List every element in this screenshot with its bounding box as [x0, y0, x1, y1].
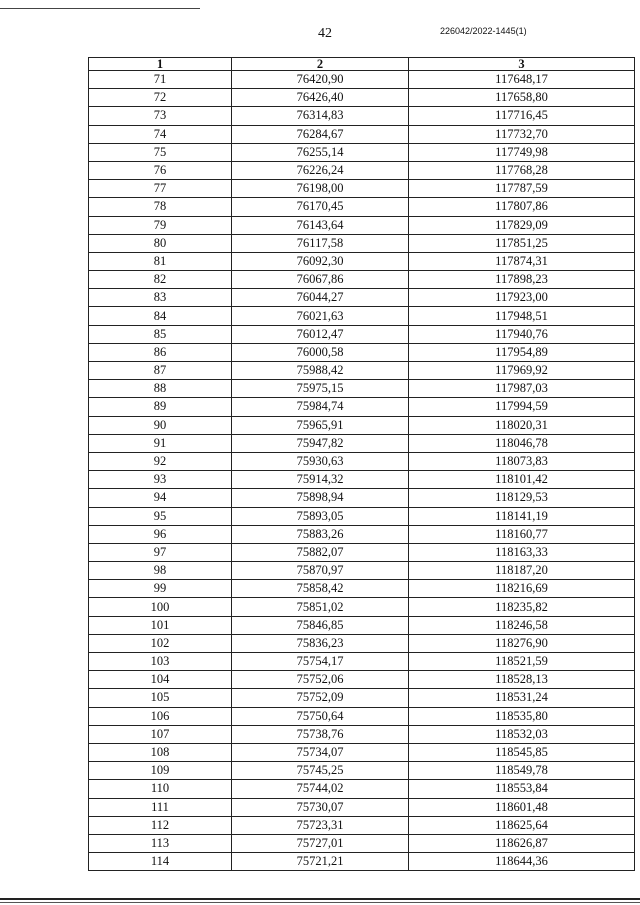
x-coordinate: 75723,31	[232, 816, 409, 834]
coordinates-table	[88, 57, 635, 871]
y-coordinate: 117987,03	[409, 380, 635, 398]
point-number: 82	[89, 271, 232, 289]
point-number: 108	[89, 743, 232, 761]
x-coordinate: 75851,02	[232, 598, 409, 616]
point-number: 95	[89, 507, 232, 525]
x-coordinate: 75988,42	[232, 362, 409, 380]
y-coordinate: 117898,23	[409, 271, 635, 289]
table-row	[89, 307, 635, 325]
table-row	[89, 543, 635, 561]
table-row	[89, 343, 635, 361]
table-row	[89, 725, 635, 743]
y-coordinate: 118235,82	[409, 598, 635, 616]
y-coordinate: 118246,58	[409, 616, 635, 634]
y-coordinate: 117940,76	[409, 325, 635, 343]
top-rule	[0, 8, 200, 9]
table-row	[89, 198, 635, 216]
point-number: 90	[89, 416, 232, 434]
table-row	[89, 853, 635, 871]
x-coordinate: 75721,21	[232, 853, 409, 871]
point-number: 103	[89, 653, 232, 671]
point-number: 73	[89, 107, 232, 125]
y-coordinate: 118532,03	[409, 725, 635, 743]
y-coordinate: 117768,28	[409, 161, 635, 179]
x-coordinate: 76420,90	[232, 71, 409, 89]
x-coordinate: 75752,06	[232, 671, 409, 689]
table-row	[89, 707, 635, 725]
table-row	[89, 616, 635, 634]
bottom-rule	[0, 898, 640, 900]
y-coordinate: 117787,59	[409, 180, 635, 198]
x-coordinate: 76226,24	[232, 161, 409, 179]
y-coordinate: 118528,13	[409, 671, 635, 689]
x-coordinate: 75836,23	[232, 634, 409, 652]
point-number: 75	[89, 143, 232, 161]
x-coordinate: 75754,17	[232, 653, 409, 671]
y-coordinate: 118101,42	[409, 471, 635, 489]
point-number: 85	[89, 325, 232, 343]
x-coordinate: 75893,05	[232, 507, 409, 525]
x-coordinate: 76426,40	[232, 89, 409, 107]
y-coordinate: 118216,69	[409, 580, 635, 598]
table-row	[89, 653, 635, 671]
point-number: 83	[89, 289, 232, 307]
point-number: 86	[89, 343, 232, 361]
table-row	[89, 416, 635, 434]
y-coordinate: 117923,00	[409, 289, 635, 307]
point-number: 91	[89, 434, 232, 452]
x-coordinate: 75965,91	[232, 416, 409, 434]
x-coordinate: 75930,63	[232, 452, 409, 470]
table-row	[89, 252, 635, 270]
table-row	[89, 798, 635, 816]
x-coordinate: 75858,42	[232, 580, 409, 598]
point-number: 79	[89, 216, 232, 234]
point-number: 106	[89, 707, 232, 725]
table-row	[89, 234, 635, 252]
table-row	[89, 634, 635, 652]
point-number: 87	[89, 362, 232, 380]
point-number: 97	[89, 543, 232, 561]
x-coordinate: 76284,67	[232, 125, 409, 143]
x-coordinate: 76092,30	[232, 252, 409, 270]
table-row	[89, 71, 635, 89]
header-row	[89, 58, 635, 71]
table-row	[89, 816, 635, 834]
point-number: 99	[89, 580, 232, 598]
point-number: 110	[89, 780, 232, 798]
y-coordinate: 117851,25	[409, 234, 635, 252]
y-coordinate: 118553,84	[409, 780, 635, 798]
x-coordinate: 75898,94	[232, 489, 409, 507]
table-row	[89, 362, 635, 380]
table-row	[89, 525, 635, 543]
point-number: 89	[89, 398, 232, 416]
table-row	[89, 143, 635, 161]
point-number: 76	[89, 161, 232, 179]
x-coordinate: 75914,32	[232, 471, 409, 489]
x-coordinate: 75870,97	[232, 562, 409, 580]
table-row	[89, 434, 635, 452]
y-coordinate: 118187,20	[409, 562, 635, 580]
x-coordinate: 76012,47	[232, 325, 409, 343]
y-coordinate: 117829,09	[409, 216, 635, 234]
y-coordinate: 117948,51	[409, 307, 635, 325]
point-number: 74	[89, 125, 232, 143]
y-coordinate: 118535,80	[409, 707, 635, 725]
document-reference: 226042/2022-1445(1)	[440, 26, 527, 36]
y-coordinate: 118163,33	[409, 543, 635, 561]
point-number: 112	[89, 816, 232, 834]
table-row	[89, 834, 635, 852]
table-row	[89, 689, 635, 707]
table-row	[89, 180, 635, 198]
x-coordinate: 76314,83	[232, 107, 409, 125]
x-coordinate: 76021,63	[232, 307, 409, 325]
x-coordinate: 75984,74	[232, 398, 409, 416]
y-coordinate: 117874,31	[409, 252, 635, 270]
point-number: 77	[89, 180, 232, 198]
y-coordinate: 118644,36	[409, 853, 635, 871]
table-row	[89, 380, 635, 398]
x-coordinate: 75883,26	[232, 525, 409, 543]
point-number: 111	[89, 798, 232, 816]
y-coordinate: 118046,78	[409, 434, 635, 452]
table-row	[89, 507, 635, 525]
y-coordinate: 118129,53	[409, 489, 635, 507]
point-number: 81	[89, 252, 232, 270]
table-row	[89, 125, 635, 143]
x-coordinate: 75730,07	[232, 798, 409, 816]
y-coordinate: 117994,59	[409, 398, 635, 416]
bottom-rule-thin	[0, 902, 640, 903]
point-number: 88	[89, 380, 232, 398]
point-number: 105	[89, 689, 232, 707]
point-number: 80	[89, 234, 232, 252]
x-coordinate: 75750,64	[232, 707, 409, 725]
table-row	[89, 671, 635, 689]
y-coordinate: 118626,87	[409, 834, 635, 852]
x-coordinate: 76067,86	[232, 271, 409, 289]
point-number: 72	[89, 89, 232, 107]
point-number: 94	[89, 489, 232, 507]
point-number: 104	[89, 671, 232, 689]
table-row	[89, 489, 635, 507]
column-header-1: 1	[89, 58, 232, 71]
x-coordinate: 75745,25	[232, 762, 409, 780]
point-number: 93	[89, 471, 232, 489]
x-coordinate: 75727,01	[232, 834, 409, 852]
y-coordinate: 118601,48	[409, 798, 635, 816]
point-number: 101	[89, 616, 232, 634]
table-row	[89, 452, 635, 470]
y-coordinate: 117732,70	[409, 125, 635, 143]
column-header-2: 2	[232, 58, 409, 71]
table-row	[89, 562, 635, 580]
y-coordinate: 117969,92	[409, 362, 635, 380]
y-coordinate: 118141,19	[409, 507, 635, 525]
x-coordinate: 76255,14	[232, 143, 409, 161]
table-row	[89, 271, 635, 289]
y-coordinate: 118020,31	[409, 416, 635, 434]
x-coordinate: 75738,76	[232, 725, 409, 743]
x-coordinate: 76198,00	[232, 180, 409, 198]
x-coordinate: 75752,09	[232, 689, 409, 707]
y-coordinate: 118625,64	[409, 816, 635, 834]
point-number: 71	[89, 71, 232, 89]
x-coordinate: 75947,82	[232, 434, 409, 452]
x-coordinate: 75846,85	[232, 616, 409, 634]
table-body	[89, 71, 635, 871]
table-row	[89, 762, 635, 780]
y-coordinate: 118160,77	[409, 525, 635, 543]
x-coordinate: 76117,58	[232, 234, 409, 252]
y-coordinate: 118073,83	[409, 452, 635, 470]
x-coordinate: 76143,64	[232, 216, 409, 234]
y-coordinate: 118549,78	[409, 762, 635, 780]
point-number: 102	[89, 634, 232, 652]
point-number: 96	[89, 525, 232, 543]
table-row	[89, 598, 635, 616]
point-number: 78	[89, 198, 232, 216]
table-row	[89, 216, 635, 234]
point-number: 107	[89, 725, 232, 743]
y-coordinate: 117658,80	[409, 89, 635, 107]
table-row	[89, 289, 635, 307]
point-number: 92	[89, 452, 232, 470]
table-row	[89, 471, 635, 489]
table-row	[89, 743, 635, 761]
y-coordinate: 117749,98	[409, 143, 635, 161]
x-coordinate: 75975,15	[232, 380, 409, 398]
y-coordinate: 118276,90	[409, 634, 635, 652]
point-number: 113	[89, 834, 232, 852]
x-coordinate: 75734,07	[232, 743, 409, 761]
point-number: 84	[89, 307, 232, 325]
y-coordinate: 117648,17	[409, 71, 635, 89]
table-row	[89, 161, 635, 179]
x-coordinate: 76170,45	[232, 198, 409, 216]
y-coordinate: 118521,59	[409, 653, 635, 671]
y-coordinate: 118545,85	[409, 743, 635, 761]
page-number: 42	[318, 26, 332, 41]
column-header-3: 3	[409, 58, 635, 71]
point-number: 98	[89, 562, 232, 580]
table-row	[89, 780, 635, 798]
y-coordinate: 117807,86	[409, 198, 635, 216]
y-coordinate: 117954,89	[409, 343, 635, 361]
table-row	[89, 580, 635, 598]
x-coordinate: 76000,58	[232, 343, 409, 361]
y-coordinate: 117716,45	[409, 107, 635, 125]
table-row	[89, 89, 635, 107]
table-row	[89, 398, 635, 416]
point-number: 114	[89, 853, 232, 871]
x-coordinate: 75882,07	[232, 543, 409, 561]
table-row	[89, 325, 635, 343]
point-number: 100	[89, 598, 232, 616]
y-coordinate: 118531,24	[409, 689, 635, 707]
table-row	[89, 107, 635, 125]
x-coordinate: 76044,27	[232, 289, 409, 307]
point-number: 109	[89, 762, 232, 780]
x-coordinate: 75744,02	[232, 780, 409, 798]
